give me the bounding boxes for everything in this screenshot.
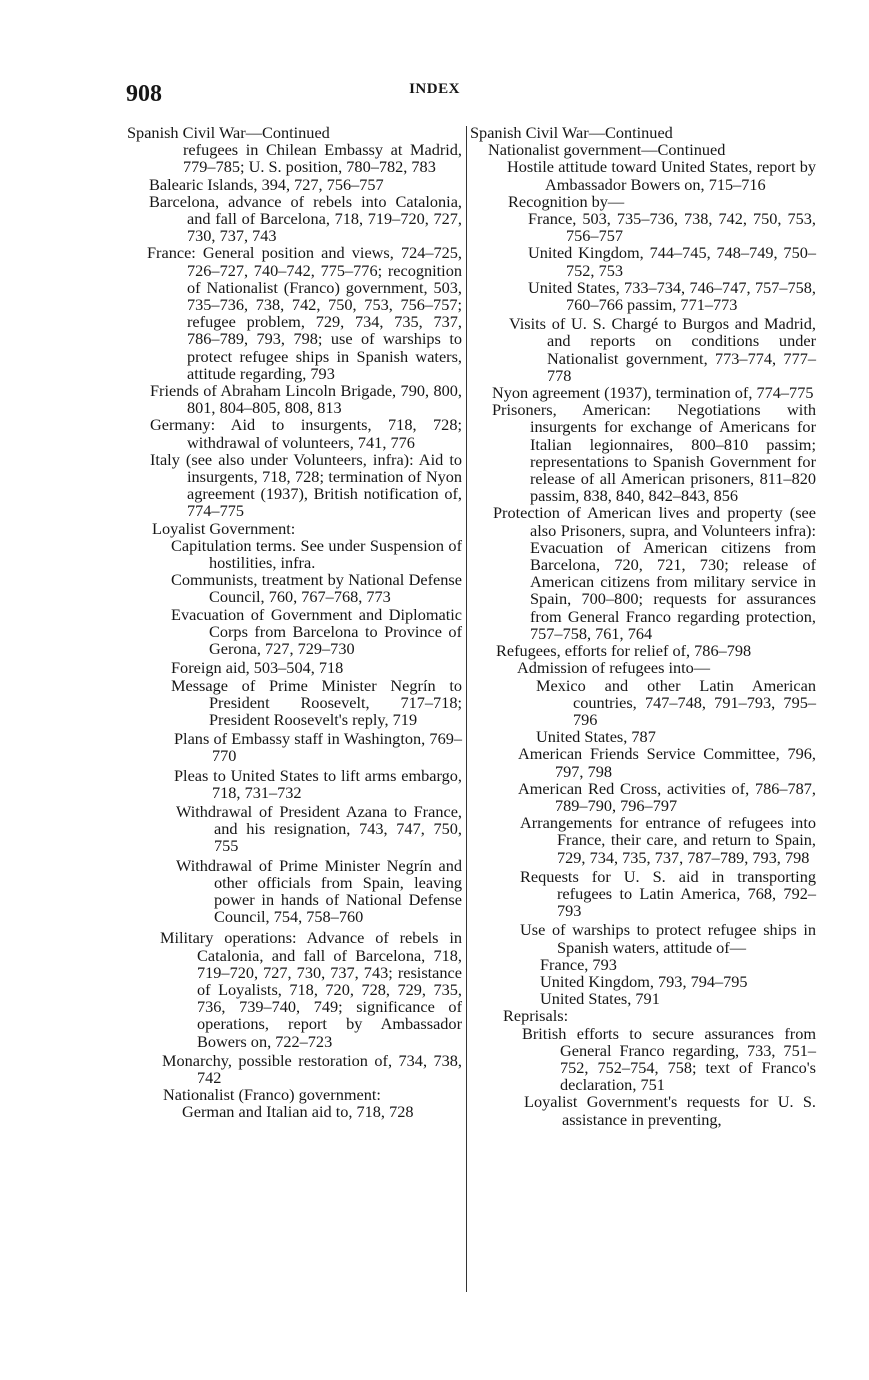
index-subentry: Use of warships to protect refugee ships in Spanish waters, attitude of— — [520, 920, 816, 957]
index-entry: Nationalist (Franco) government: — [163, 1085, 381, 1105]
index-entry: Germany: Aid to insurgents, 718, 728; withdrawal of volunteers, 741, 776 — [150, 415, 462, 452]
index-subentry: France, 503, 735–736, 738, 742, 750, 753, 756–757 — [528, 209, 816, 246]
index-subentry: United Kingdom, 793, 794–795 — [540, 971, 748, 991]
index-subentry: Loyalist Government's requests for U. S. assistance in preventing, — [524, 1092, 816, 1129]
index-entry: Loyalist Government: — [152, 518, 296, 538]
index-entry: Monarchy, possible restoration of, 734, 738, 742 — [162, 1050, 462, 1087]
page-number: 908 — [126, 81, 162, 107]
index-entry — [125, 141, 462, 175]
index-entry: Barcelona, advance of rebels into Catalonia, and fall of Barcelona, 718, 719–720, 727, 730, 737, 743 — [149, 191, 462, 246]
index-subentry: British efforts to secure assurances from General Franco regarding, 733, 751–752, 752–754, 758; text of Franco's declaration, 751 — [522, 1023, 816, 1095]
index-subentry: Withdrawal of President Azana to France, and his resignation, 743, 747, 750, 755 — [176, 801, 462, 856]
index-entry: Military operations: Advance of rebels in Catalonia, and fall of Barcelona, 718, 719–720, 727, 730, 737, 743; resistance of Loyalists, 718, 720, 728, 729, 735, 736, 739–740, 749; significance of operations, report by Ambassador Bowers on, 722–723 — [160, 928, 462, 1051]
index-subentry: Capitulation terms. See under Suspension of hostilities, infra. — [171, 535, 462, 573]
index-subentry: American Red Cross, activities of, 786–787, 789–790, 796–797 — [518, 778, 816, 815]
index-entry: Protection of American lives and property (see also Prisoners, supra, and Volunteers infra): Evacuation of American citizens from Barcelona, 720, 721, 730; release of American citizens from military service in Spain, 700–800; requests for assurances from General Franco regarding protection, 757–758, 761, 764 — [493, 503, 816, 643]
index-subentry: Hostile attitude toward United States, report by Ambassador Bowers on, 715–716 — [507, 157, 816, 194]
index-entry: Nyon agreement (1937), termination of, 774–775 — [492, 383, 814, 403]
index-subentry: Communists, treatment by National Defense Council, 760, 767–768, 773 — [171, 570, 462, 607]
column-divider — [466, 126, 467, 1292]
index-subentry: Evacuation of Government and Diplomatic Corps from Barcelona to Province of Gerona, 727, 729–730 — [171, 604, 462, 659]
index-entry: France: General position and views, 724–725, 726–727, 740–742, 775–776; recognition of Nationalist (Franco) government, 503, 735–736, 738, 742, 750, 753, 756–757; refugee problem, 729, 734, 735, 737, 786–789, 793, 798; use of warships to protect refugee ships in Spanish waters, attitude regarding, 793 — [147, 243, 462, 383]
index-subentry: Pleas to United States to lift arms embargo, 718, 731–732 — [174, 765, 462, 802]
index-subentry: Withdrawal of Prime Minister Negrín and other officials from Spain, leaving power in hands of National Defense Council, 754, 758–760 — [176, 855, 462, 927]
index-subentry: United States, 791 — [540, 989, 660, 1009]
index-heading: Spanish Civil War—Continued — [127, 123, 330, 142]
running-head: INDEX — [409, 81, 460, 97]
index-subentry: Arrangements for entrance of refugees into France, their care, and return to Spain, 729, 734, 735, 737, 787–789, 793, 798 — [520, 813, 816, 867]
index-entry: Balearic Islands, 394, 727, 756–757 — [149, 174, 384, 194]
index-subentry: Message of Prime Minister Negrín to President Roosevelt, 717–718; President Roosevelt's reply, 719 — [171, 675, 462, 729]
index-subentry: German and Italian aid to, 718, 728 — [182, 1102, 414, 1122]
index-entry: Prisoners, American: Negotiations with insurgents for exchange of Americans for Italian legionnaires, 800–810 passim; representations to Spanish Government for release of all American prisoners, 811–820 passim, 838, 840, 842–843, 856 — [492, 400, 816, 506]
index-subentry: Recognition by— — [508, 191, 625, 211]
index-entry: Italy (see also under Volunteers, infra): Aid to insurgents, 718, 728; termination of Nyon agreement (1937), British notification of, 774–775 — [150, 449, 462, 521]
index-subentry: Plans of Embassy staff in Washington, 769–770 — [174, 729, 462, 766]
index-subentry: Requests for U. S. aid in transporting refugees to Latin America, 768, 792–793 — [520, 866, 816, 921]
left-column — [127, 124, 462, 1121]
index-subentry: Foreign aid, 503–504, 718 — [171, 658, 344, 678]
index-subentry: United States, 733–734, 746–747, 757–758, 760–766 passim, 771–773 — [528, 277, 816, 315]
index-subentry: Visits of U. S. Chargé to Burgos and Madrid, and reports on conditions under Nationalist government, 773–774, 777–778 — [509, 314, 816, 385]
index-subentry: United Kingdom, 744–745, 748–749, 750–752, 753 — [528, 243, 816, 280]
entry-text: refugees in Chilean Embassy at Madrid, 779–785; U. S. position, 780–782, 783 — [183, 140, 462, 177]
index-entry: Reprisals: — [503, 1006, 569, 1026]
index-heading: Spanish Civil War—Continued — [470, 123, 673, 142]
index-entry: Friends of Abraham Lincoln Brigade, 790, 800, 801, 804–805, 808, 813 — [150, 381, 462, 418]
right-column — [470, 124, 816, 1128]
index-subentry: Mexico and other Latin American countries, 747–748, 791–793, 795–796 — [536, 675, 816, 729]
index-entry: Nationalist government—Continued — [488, 140, 726, 160]
index-entry: Refugees, efforts for relief of, 786–798 — [496, 641, 752, 661]
index-subentry: American Friends Service Committee, 796, 797, 798 — [518, 744, 816, 781]
index-subentry: United States, 787 — [536, 727, 656, 747]
index-subentry: Admission of refugees into— — [517, 658, 711, 678]
index-subentry: France, 793 — [540, 954, 617, 974]
